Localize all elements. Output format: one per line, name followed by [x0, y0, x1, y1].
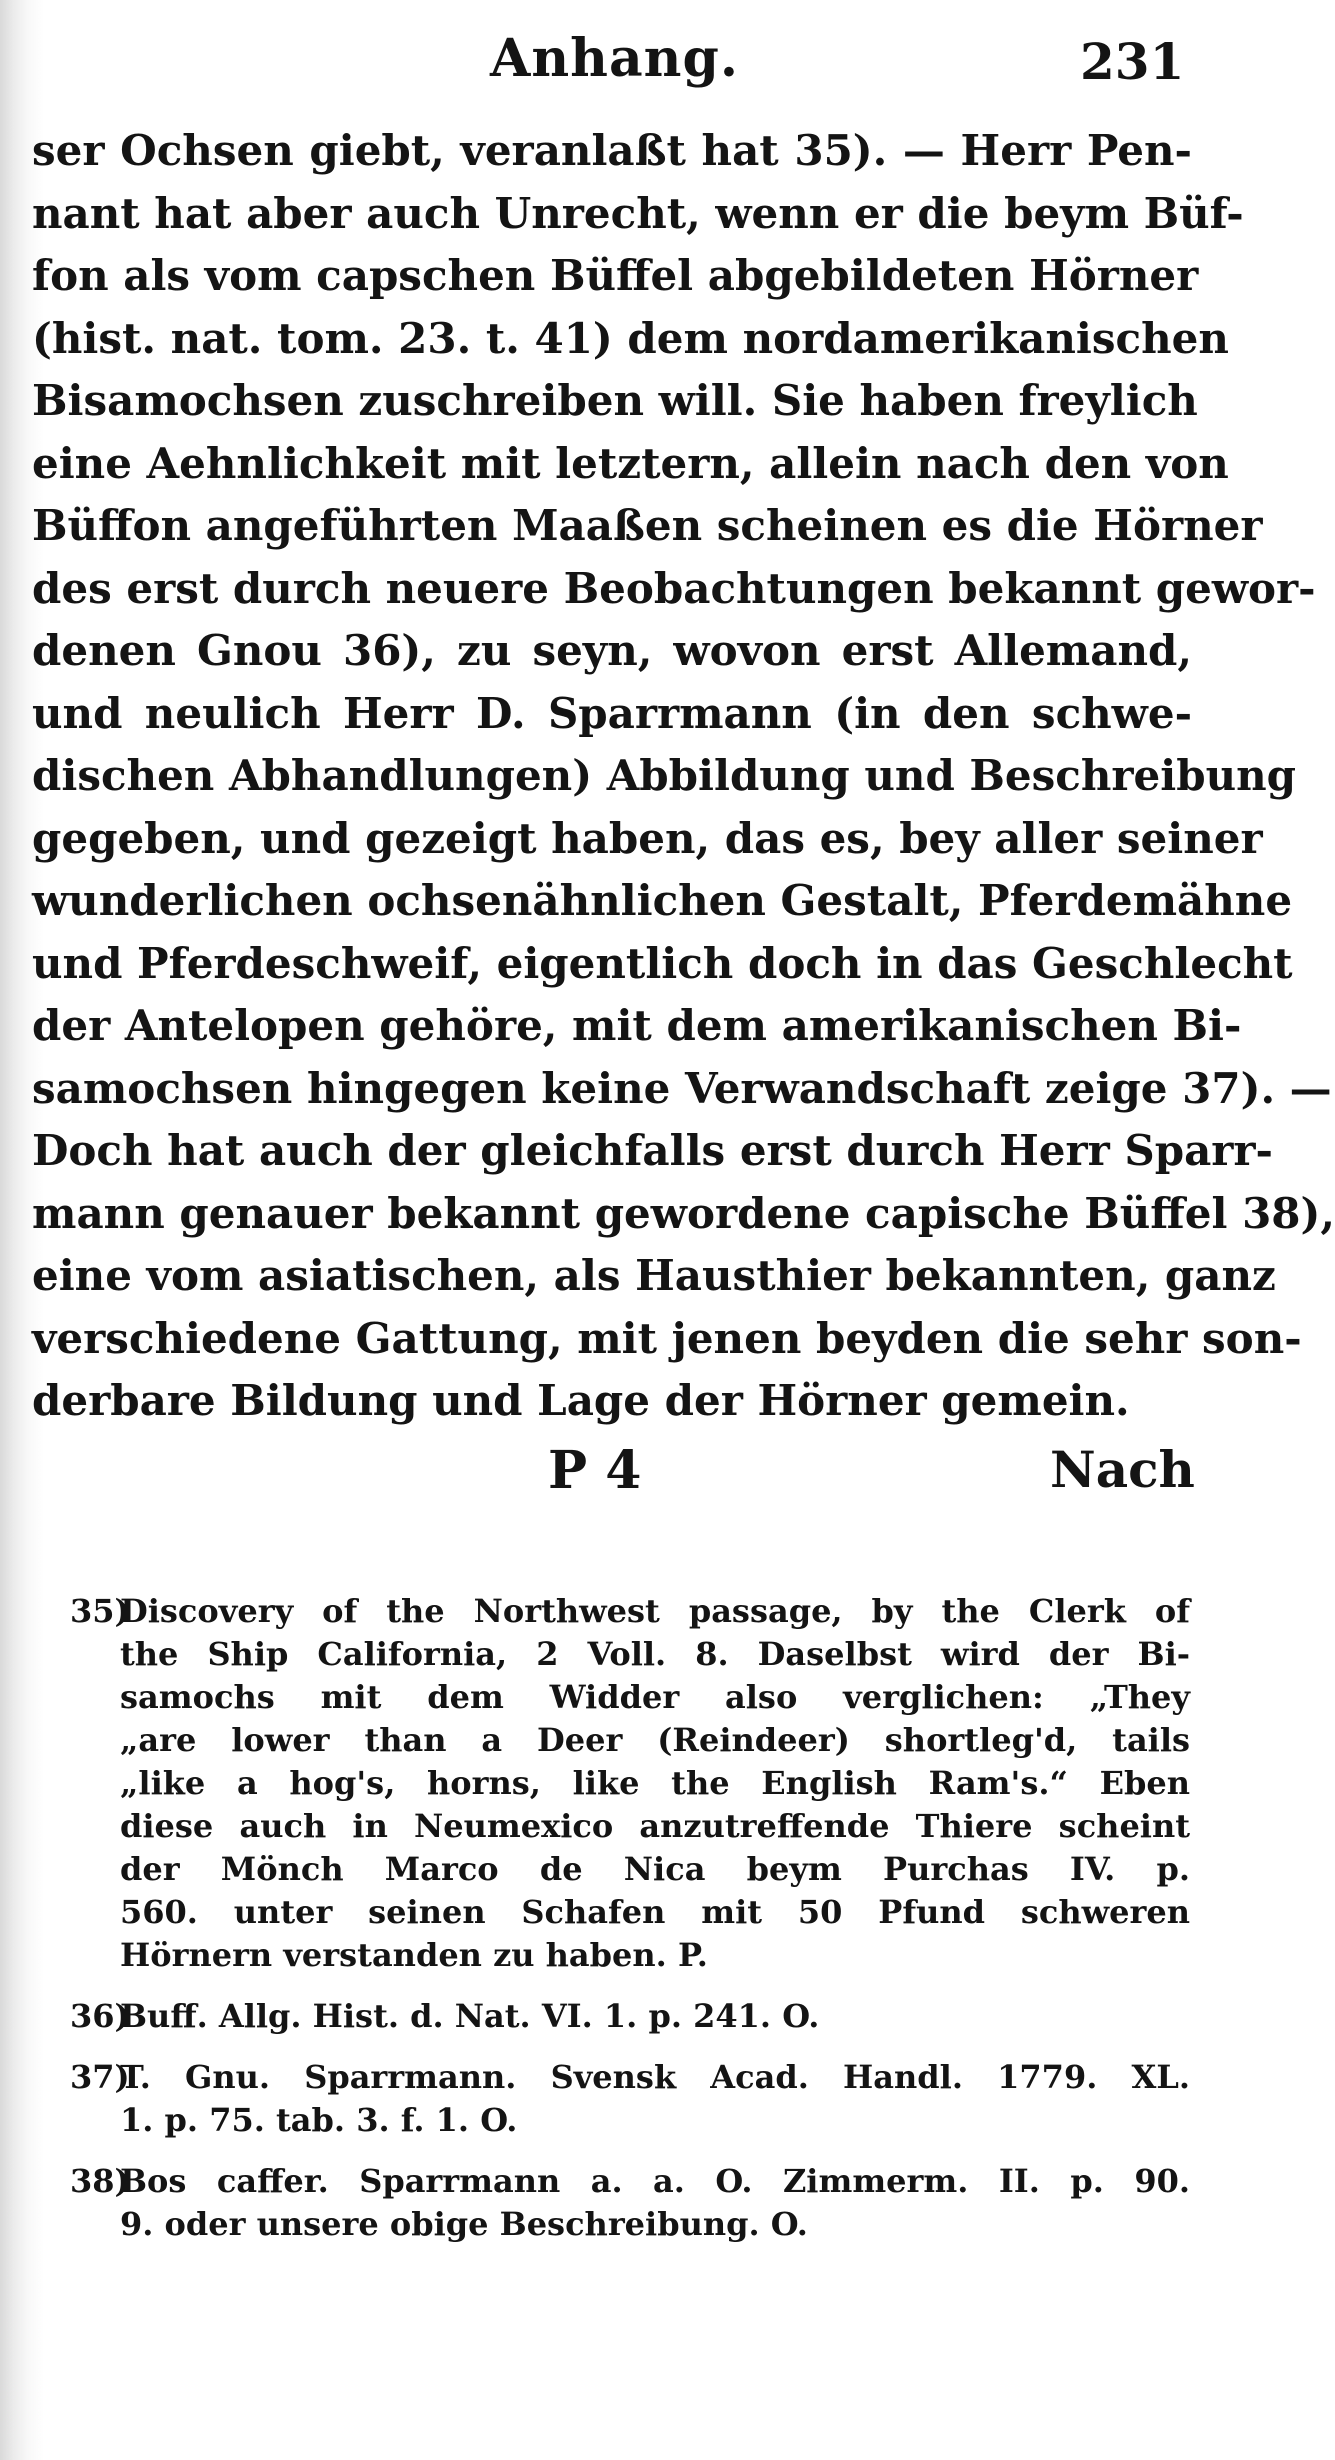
text-line: des erst durch neuere Beobachtungen bekannt gewor-: [32, 563, 1316, 613]
footnote-line: Hörnern verstanden zu haben. P.: [120, 1936, 708, 1974]
text-line: dischen Abhandlungen) Abbildung und Beschreibung: [32, 751, 1297, 800]
footnote-line: diese auch in Neumexico anzutreffende Thiere scheint: [120, 1807, 1190, 1845]
footnote-line: Bos caffer. Sparrmann a. a. O. Zimmerm. II. p. 90.: [120, 2162, 1190, 2200]
signature-row: [0, 1440, 1240, 1510]
text-line: verschiedene Gattung, mit jenen beyden die sehr son-: [32, 1313, 1302, 1363]
footnote-line: Buff. Allg. Hist. d. Nat. VI. 1. p. 241. O.: [120, 1997, 820, 2035]
signature-mark: P 4: [548, 1440, 642, 1501]
footnote-number: 38): [70, 2162, 130, 2200]
footnote-38: [70, 2160, 1190, 2246]
running-title: Anhang.: [490, 28, 739, 89]
main-text: [32, 120, 1335, 1433]
footnote-35: [70, 1590, 1190, 1977]
footnote-line: der Mönch Marco de Nica beym Purchas IV. p.: [120, 1850, 1190, 1888]
page-number: 231: [1080, 32, 1185, 91]
text-line: denen Gnou 36), zu seyn, wovon erst Allemand,: [32, 626, 1192, 675]
footnotes: [70, 1590, 1190, 2246]
text-line: Büffon angeführten Maaßen scheinen es die Hörner: [32, 501, 1263, 550]
text-line: wunderlichen ochsenähnlichen Gestalt, Pferdemähne: [32, 876, 1293, 925]
text-line: mann genauer bekannt gewordene capische Büffel 38),: [32, 1188, 1335, 1238]
text-line: eine vom asiatischen, als Hausthier bekannten, ganz: [32, 1251, 1276, 1300]
text-line: fon als vom capschen Büffel abgebildeten Hörner: [32, 251, 1199, 300]
footnote-36: [70, 1995, 1190, 2038]
text-line: gegeben, und gezeigt haben, das es, bey aller seiner: [32, 813, 1263, 863]
text-line: der Antelopen gehöre, mit dem amerikanischen Bi-: [32, 1001, 1242, 1050]
footnote-number: 35): [70, 1592, 130, 1630]
text-line: und Pferdeschweif, eigentlich doch in das Geschlecht: [32, 938, 1293, 988]
catchword: Nach: [1050, 1440, 1195, 1499]
text-line: ser Ochsen giebt, veranlaßt hat 35). — Herr Pen-: [32, 126, 1192, 175]
text-line: samochsen hingegen keine Verwandschaft zeige 37). —: [32, 1063, 1332, 1113]
text-line: Doch hat auch der gleichfalls erst durch Herr Sparr-: [32, 1126, 1273, 1175]
text-line: nant hat aber auch Unrecht, wenn er die beym Büf-: [32, 188, 1244, 238]
text-line: eine Aehnlichkeit mit letztern, allein nach den von: [32, 438, 1229, 488]
text-line: derbare Bildung und Lage der Hörner gemein.: [32, 1376, 1130, 1425]
footnote-line: 1. p. 75. tab. 3. f. 1. O.: [120, 2101, 518, 2139]
footnote-37: [70, 2056, 1190, 2142]
footnote-line: „like a hog's, horns, like the English Ram's.“ Eben: [120, 1764, 1190, 1802]
footnote-number: 36): [70, 1997, 130, 2035]
text-line: Bisamochsen zuschreiben will. Sie haben freylich: [32, 376, 1198, 425]
text-line: (hist. nat. tom. 23. t. 41) dem nordamerikanischen: [32, 313, 1229, 363]
footnote-line: the Ship California, 2 Voll. 8. Daselbst wird der Bi-: [120, 1635, 1190, 1673]
footnote-line: „are lower than a Deer (Reindeer) shortleg'd, tails: [120, 1721, 1190, 1759]
text-line: und neulich Herr D. Sparrmann (in den schwe-: [32, 688, 1192, 738]
footnote-line: samochs mit dem Widder also verglichen: „They: [120, 1678, 1190, 1716]
page-header: [0, 18, 1240, 98]
footnote-line: T. Gnu. Sparrmann. Svensk Acad. Handl. 1779. XL.: [120, 2058, 1190, 2096]
footnote-line: Discovery of the Northwest passage, by the Clerk of: [120, 1592, 1190, 1630]
footnote-line: 9. oder unsere obige Beschreibung. O.: [120, 2205, 808, 2243]
footnote-line: 560. unter seinen Schafen mit 50 Pfund schweren: [120, 1893, 1190, 1931]
footnote-number: 37): [70, 2058, 130, 2096]
